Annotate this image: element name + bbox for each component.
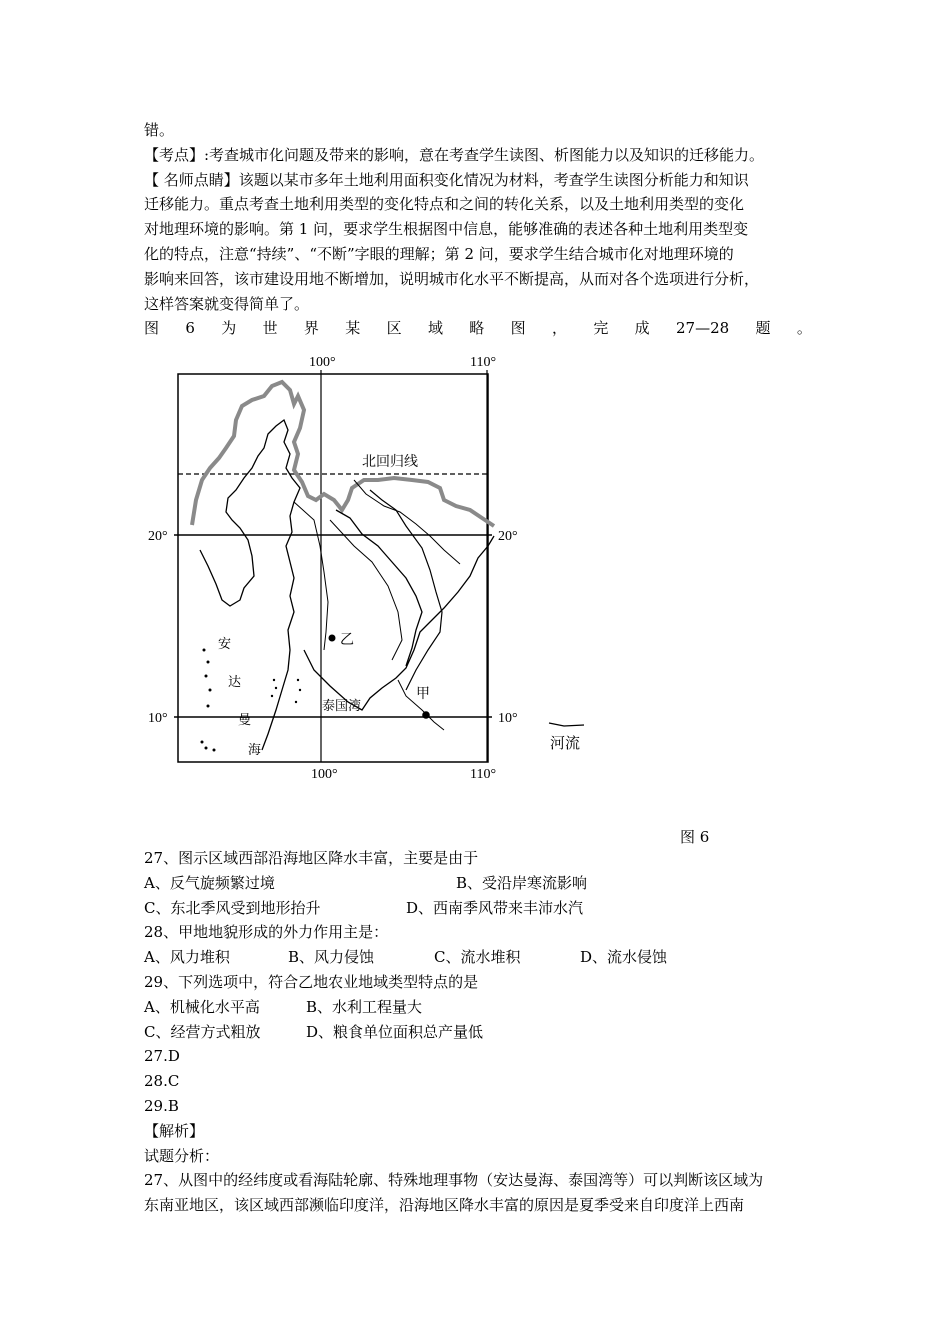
intro-char: 域	[427, 319, 443, 338]
options-27-row2	[144, 896, 812, 921]
option-27-d: D、西南季风带来丰沛水汽	[406, 898, 584, 917]
lat-10-left: 10°	[148, 711, 168, 726]
option-29-a: A、机械化水平高	[144, 997, 260, 1016]
andaman-islands	[201, 649, 302, 752]
point-jia-marker	[422, 711, 430, 719]
intro-char: 为	[221, 319, 237, 338]
legend-river-symbol	[549, 723, 584, 726]
intro-char: 完	[593, 319, 609, 338]
legend-river-label: 河流	[550, 736, 581, 752]
paragraph-line: 迁移能力。重点考查土地利用类型的变化特点和之间的转化关系，以及土地利用类型的变化	[144, 195, 745, 214]
point-yi-marker	[329, 635, 336, 642]
option-27-b: B、受沿岸寒流影响	[456, 873, 588, 892]
question-27: 27、图示区域西部沿海地区降水丰富，主要是由于	[144, 849, 479, 867]
point-yi-label: 乙	[340, 633, 354, 648]
lon-110-top: 110°	[470, 355, 497, 370]
intro-char: 略	[469, 319, 485, 338]
sea-label-char: 曼	[238, 712, 252, 727]
intro-char: 世	[262, 319, 278, 338]
analysis-subheading: 试题分析：	[144, 1146, 220, 1165]
answer-29: 29.B	[144, 1096, 179, 1115]
analysis-heading: 【解析】	[144, 1121, 205, 1140]
intro-char: 某	[345, 319, 361, 338]
border-line	[192, 382, 494, 526]
intro-char: 27—28	[676, 319, 730, 338]
paragraph-line: 这样答案就变得简单了。	[144, 294, 310, 313]
option-28-b: B、风力侵蚀	[288, 948, 375, 967]
country-border	[294, 480, 460, 660]
answer-28: 28.C	[144, 1072, 180, 1091]
option-28-a: A、风力堆积	[144, 948, 230, 967]
sea-label-char: 安	[218, 636, 232, 651]
region-map	[144, 350, 624, 790]
analysis-line: 27、从图中的经纬度或看海陆轮廓、特殊地理事物（安达曼海、泰国湾等）可以判断该区域为	[144, 1171, 764, 1190]
tropic-label: 北回归线	[362, 455, 418, 470]
lat-20-left: 20°	[148, 529, 168, 544]
answer-27: 27.D	[144, 1047, 180, 1066]
options-28-row	[144, 945, 812, 970]
lon-100-bottom: 100°	[311, 767, 338, 782]
point-jia-label: 甲	[416, 687, 430, 702]
paragraph-line: 对地理环境的影响。第 1 问，要求学生根据图中信息，能够准确的表述各种土地利用类型变	[144, 220, 749, 239]
question-29: 29、下列选项中，符合乙地农业地域类型特点的是	[144, 972, 479, 991]
sea-label-char: 达	[228, 674, 242, 689]
options-29-row1	[144, 995, 812, 1020]
paragraph-line: 影响来回答，该市建设用地不断增加，说明城市化水平不断提高，从而对各个选项进行分析，	[144, 269, 760, 288]
paragraph-line: 化的特点，注意“持续”、“不断”字眼的理解；第 2 问，要求学生结合城市化对地理环境的	[144, 244, 734, 263]
intro-char: ，	[551, 319, 567, 338]
gulf-label: 泰国湾	[322, 698, 362, 713]
option-27-a: A、反气旋频繁过境	[144, 873, 275, 892]
options-29-row2	[144, 1020, 812, 1045]
option-29-d: D、粮食单位面积总产量低	[306, 1022, 484, 1041]
intro-char: 图	[510, 319, 526, 338]
intro-char: 界	[303, 319, 319, 338]
options-27-row1	[144, 871, 812, 896]
text-block-top	[144, 118, 812, 341]
questions-block	[144, 846, 812, 1218]
lon-110-bottom: 110°	[470, 767, 497, 782]
lat-20-right: 20°	[498, 529, 518, 544]
lon-100-top: 100°	[309, 355, 336, 370]
sea-label-char: 海	[248, 742, 262, 757]
mingshi-line: 【 名师点睛】该题以某市多年土地利用面积变化情况为材料，考查学生读图分析能力和知识	[144, 170, 749, 189]
intro-char: 区	[386, 319, 402, 338]
paragraph-line: 错。	[144, 121, 175, 139]
lat-10-right: 10°	[498, 711, 518, 726]
option-29-c: C、经营方式粗放	[144, 1022, 261, 1041]
option-29-b: B、水利工程量大	[306, 997, 423, 1016]
figure-caption: 图 6	[680, 828, 710, 846]
analysis-line: 东南亚地区，该区域西部濒临印度洋，沿海地区降水丰富的原因是夏季受来自印度洋上西南	[144, 1196, 745, 1215]
intro-char: 成	[634, 319, 650, 338]
figure-intro-line	[144, 316, 812, 341]
question-28: 28、甲地地貌形成的外力作用主是：	[144, 923, 389, 942]
intro-char: 6	[185, 319, 195, 338]
option-27-c: C、东北季风受到地形抬升	[144, 898, 321, 917]
option-28-d: D、流水侵蚀	[580, 948, 668, 967]
intro-char: 图	[144, 319, 160, 338]
option-28-c: C、流水堆积	[434, 948, 521, 967]
intro-char: 。	[796, 319, 812, 338]
intro-char: 题	[755, 319, 771, 338]
kaodian-line: 【考点】:考查城市化问题及带来的影响，意在考查学生读图、析图能力以及知识的迁移能力。	[144, 145, 765, 164]
river-line	[370, 490, 442, 690]
